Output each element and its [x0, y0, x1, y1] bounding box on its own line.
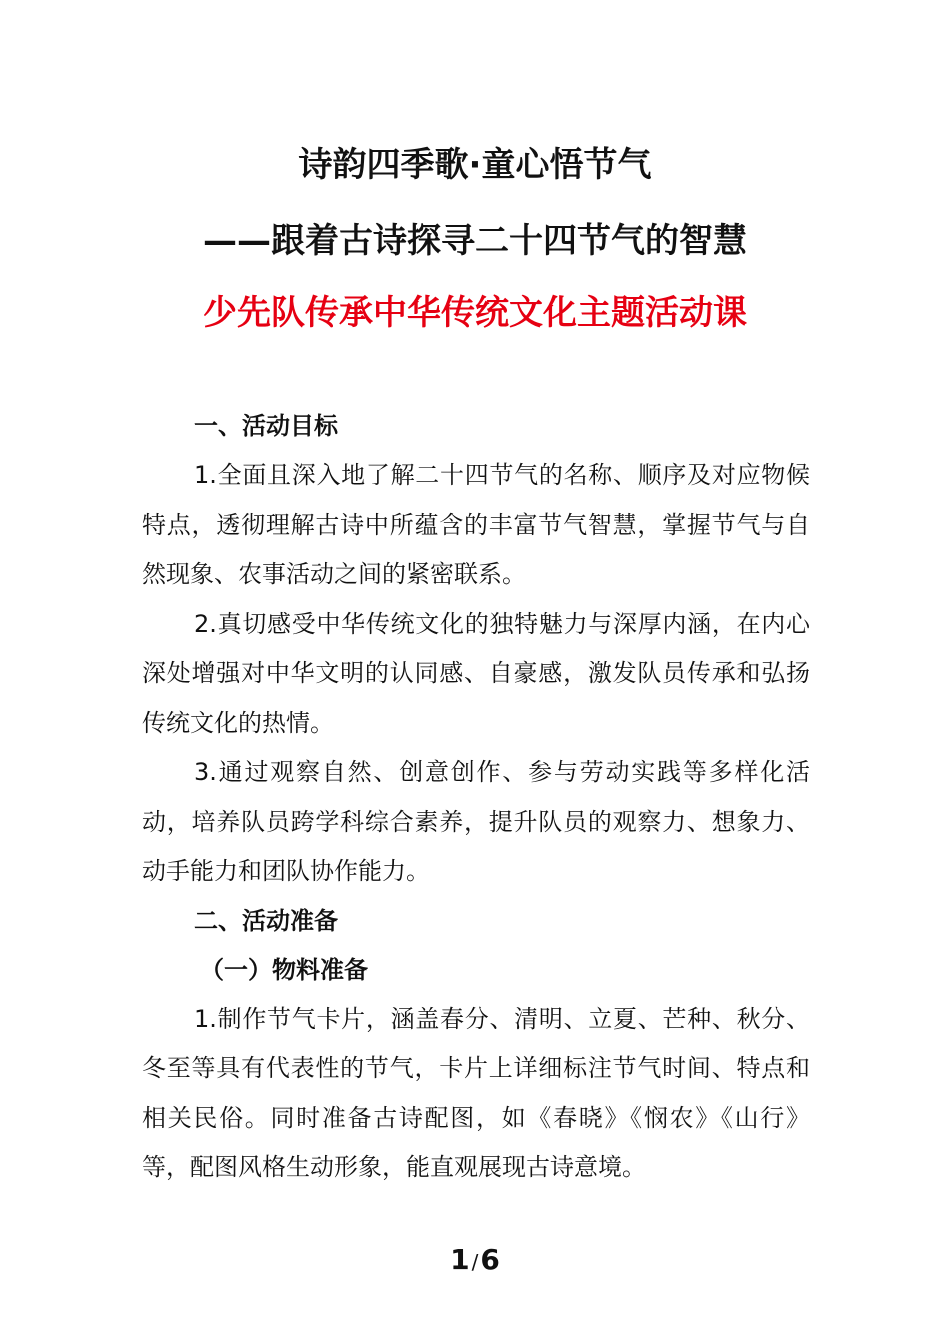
goal-item-3: 3.通过观察自然、创意创作、参与劳动实践等多样化活动，培养队员跨学科综合素养，提升队员的观察力、想象力、动手能力和团队协作能力。: [142, 758, 810, 885]
document-subtitle: ——跟着古诗探寻二十四节气的智慧: [203, 221, 747, 261]
subsection-heading-materials: （一）物料准备: [200, 955, 368, 984]
materials-item-1: 1.制作节气卡片，涵盖春分、清明、立夏、芒种、秋分、冬至等具有代表性的节气，卡片上详细标注节气时间、特点和相关民俗。同时准备古诗配图，如《春晓》《悯农》《山行》等，配图风格生动形象，能直观展现古诗意境。: [142, 1004, 810, 1181]
goal-item-2: 2.真切感受中华传统文化的独特魅力与深厚内涵，在内心深处增强对中华文明的认同感、自豪感，激发队员传承和弘扬传统文化的热情。: [142, 609, 810, 737]
document-title: 诗韵四季歌·童心悟节气: [298, 145, 652, 185]
document-body: [142, 402, 810, 1193]
page-number: [0, 1238, 950, 1284]
document-theme-title: 少先队传承中华传统文化主题活动课: [203, 293, 747, 333]
page-separator: /: [471, 1250, 479, 1274]
section-heading-preparation: 二、活动准备: [194, 906, 338, 935]
page-current: 1: [450, 1243, 470, 1276]
goal-item-1: 1.全面且深入地了解二十四节气的名称、顺序及对应物候特点，透彻理解古诗中所蕴含的丰富节气智慧，掌握节气与自然现象、农事活动之间的紧密联系。: [142, 461, 810, 588]
page-total: 6: [480, 1243, 500, 1276]
section-heading-goals: 一、活动目标: [194, 412, 338, 440]
